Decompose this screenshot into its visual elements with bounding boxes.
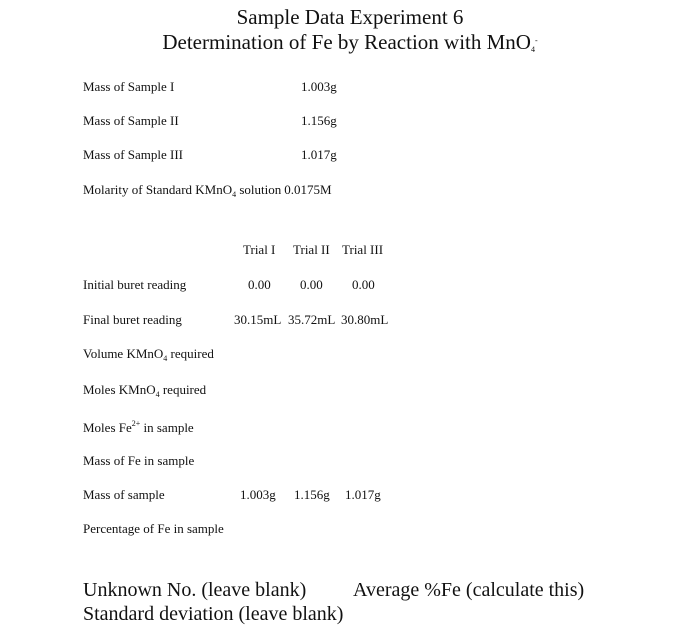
initial-buret-trial-3: 0.00 — [352, 277, 375, 292]
molarity-row — [83, 182, 332, 199]
moles-fe-superscript: 2+ — [131, 419, 141, 428]
volume-kmno4-label — [83, 346, 214, 363]
initial-buret-trial-2: 0.00 — [300, 277, 323, 292]
molarity-label-suffix: solution — [236, 182, 282, 197]
volume-kmno4-text: Volume KMnO — [83, 346, 164, 361]
mass-sample-trial-1: 1.003g — [240, 487, 276, 502]
unknown-number-label: Unknown No. (leave blank) — [83, 579, 307, 601]
mass-fe-label: Mass of Fe in sample — [83, 453, 195, 468]
sample-3-label: Mass of Sample III — [83, 147, 184, 162]
moles-fe-suffix: in sample — [140, 420, 194, 435]
volume-kmno4-subscript: 4 — [163, 354, 168, 363]
sample-3-value: 1.017g — [301, 147, 337, 162]
final-buret-trial-2: 35.72mL — [288, 312, 336, 327]
trial-header-2: Trial II — [293, 242, 330, 257]
final-buret-trial-1: 30.15mL — [234, 312, 282, 327]
mass-sample-trial-2: 1.156g — [294, 487, 330, 502]
initial-buret-label: Initial buret reading — [83, 277, 187, 292]
moles-fe-label — [83, 419, 194, 436]
standard-deviation-label: Standard deviation (leave blank) — [83, 603, 344, 625]
page-subtitle — [0, 30, 700, 55]
subtitle-superscript: - — [534, 36, 538, 45]
molarity-label: Molarity of Standard KMnO — [83, 182, 233, 197]
sample-2-value: 1.156g — [301, 113, 337, 128]
final-buret-trial-3: 30.80mL — [341, 312, 389, 327]
sample-2-label: Mass of Sample II — [83, 113, 179, 128]
initial-buret-trial-1: 0.00 — [248, 277, 271, 292]
moles-fe-text: Moles Fe — [83, 420, 132, 435]
final-buret-label: Final buret reading — [83, 312, 182, 327]
subtitle-subscript: 4 — [530, 45, 535, 54]
mass-sample-label: Mass of sample — [83, 487, 165, 502]
trial-header-1: Trial I — [243, 242, 276, 257]
molarity-subscript: 4 — [232, 190, 237, 199]
average-fe-label: Average %Fe (calculate this) — [353, 579, 585, 601]
subtitle-text: Determination of Fe by Reaction with MnO — [162, 30, 531, 54]
percentage-fe-label: Percentage of Fe in sample — [83, 521, 224, 536]
sample-1-label: Mass of Sample I — [83, 79, 175, 94]
page-title: Sample Data Experiment 6 — [236, 5, 464, 29]
moles-kmno4-label — [83, 382, 206, 399]
sample-1-value: 1.003g — [301, 79, 337, 94]
moles-kmno4-suffix: required — [159, 382, 207, 397]
molarity-value: 0.0175M — [284, 182, 332, 197]
trial-header-3: Trial III — [342, 242, 384, 257]
moles-kmno4-subscript: 4 — [155, 390, 160, 399]
moles-kmno4-text: Moles KMnO — [83, 382, 156, 397]
mass-sample-trial-3: 1.017g — [345, 487, 381, 502]
volume-kmno4-suffix: required — [167, 346, 214, 361]
